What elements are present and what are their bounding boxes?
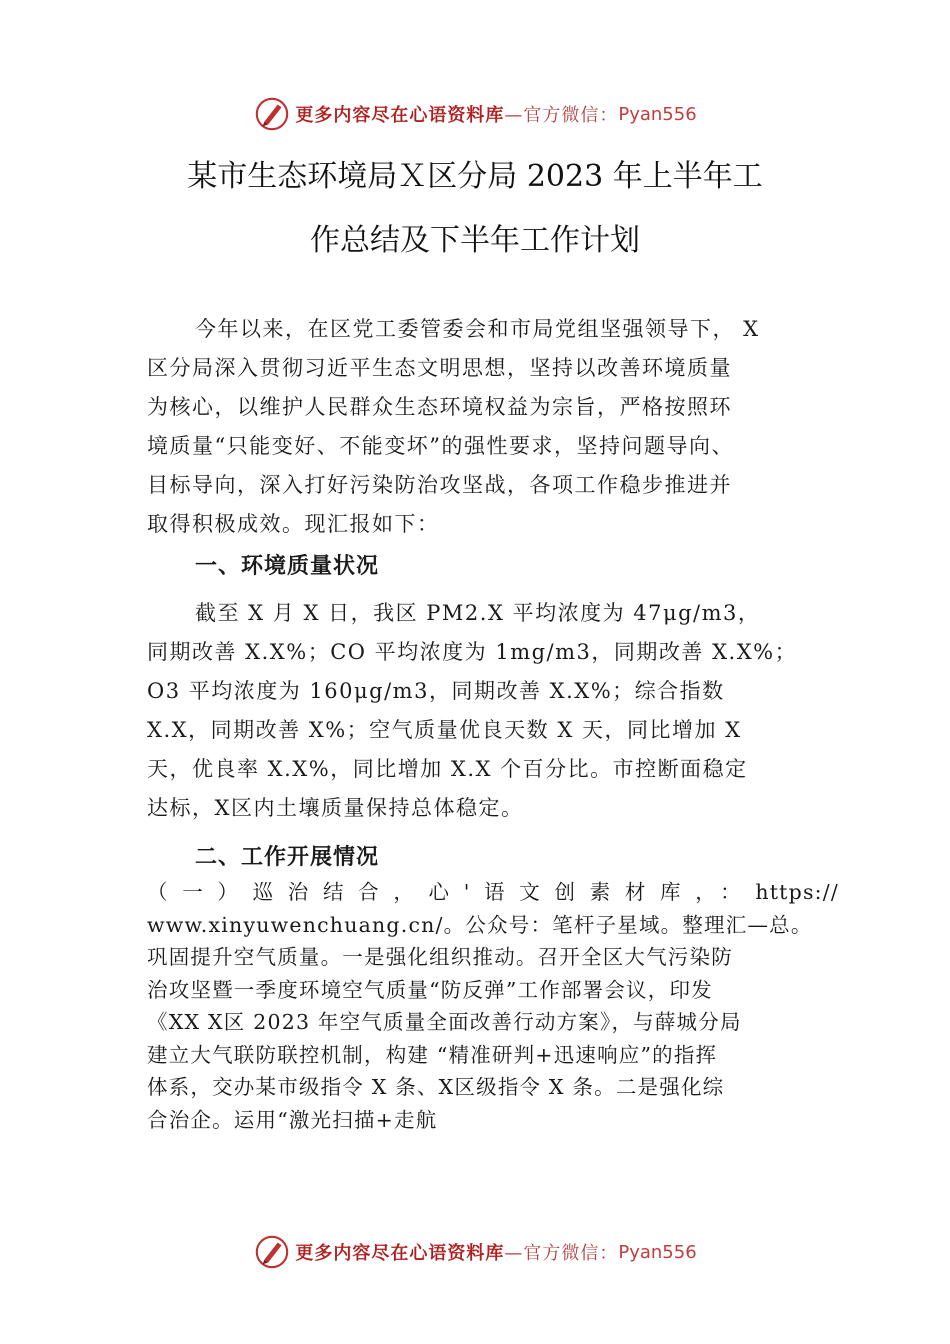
section1-line: X.X，同期改善 X%；空气质量优良天数 X 天，同比增加 X [147,718,742,742]
section2-line: 治攻坚暨一季度环境空气质量“防反弹”工作部署会议，印发 [147,977,713,1002]
section1-line: O3 平均浓度为 160μg/m3，同期改善 X.X%；综合指数 [147,679,725,703]
intro-line: 取得积极成效。现汇报如下： [147,512,440,536]
document-title-line-2: 作总结及下半年工作计划 [310,223,640,258]
section-heading-2: 二、工作开展情况 [195,845,380,870]
pen-logo-icon [253,95,291,133]
section2-paragraph [147,876,839,1136]
banner-wechat-id: Pyan556 [618,103,697,125]
intro-line: 境质量“只能变好、不能变坏”的强性要求，坚持问题导向、 [147,434,734,458]
footer-banner [0,1232,950,1272]
section2-line: 《XX X区 2023 年空气质量全面改善行动方案》，与薛城分局 [147,1010,742,1034]
banner-wechat-id: Pyan556 [618,1241,697,1263]
banner-brand: 更多内容尽在心语资料库 [295,105,505,126]
banner-brand: 更多内容尽在心语资料库 [295,1243,505,1264]
document-title-line-1: 某市生态环境局Ｘ区分局 2023 年上半年工 [187,159,763,194]
section1-line: 达标，X区内土壤质量保持总体稳定。 [147,796,524,820]
header-banner [0,94,950,134]
intro-line: 为核心，以维护人民群众生态环境权益为宗旨，严格按照环 [147,395,732,419]
banner-suffix: —官方微信： [504,1243,619,1264]
section1-line: 天，优良率 X.X%，同比增加 X.X 个百分比。市控断面稳定 [147,757,748,781]
intro-paragraph [147,310,827,544]
section2-line: 体系，交办某市级指令 X 条、X区级指令 X 条。二是强化综 [147,1075,725,1099]
section2-line: 合治企。运用“激光扫描+走航 [147,1107,438,1132]
section-heading-1: 一、环境质量状况 [195,554,380,579]
section2-line: www.xinyuwenchuang.cn/。公众号：笔杆子星域。整理汇—总。 [147,912,813,937]
section2-line: （一）巡治结合，心'语文创素材库，：https:// [147,880,839,904]
intro-line: 目标导向，深入打好污染防治攻坚战，各项工作稳步推进并 [147,473,732,497]
intro-line: 区分局深入贯彻习近平生态文明思想，坚持以改善环境质量 [147,356,732,380]
intro-line: 今年以来，在区党工委管委会和市局党组坚强领导下， X [195,317,760,341]
section1-paragraph [147,594,827,828]
pen-logo-icon [253,1233,291,1271]
section2-line: 建立大气联防联控机制，构建 “精准研判+迅速响应”的指挥 [147,1042,718,1067]
section1-line: 截至 X 月 X 日，我区 PM2.X 平均浓度为 47μg/m3， [195,601,761,625]
section2-line: 巩固提升空气质量。一是强化组织推动。召开全区大气污染防 [147,945,733,969]
banner-suffix: —官方微信： [504,105,619,126]
section1-line: 同期改善 X.X%；CO 平均浓度为 1mg/m3，同期改善 X.X%； [147,640,798,664]
